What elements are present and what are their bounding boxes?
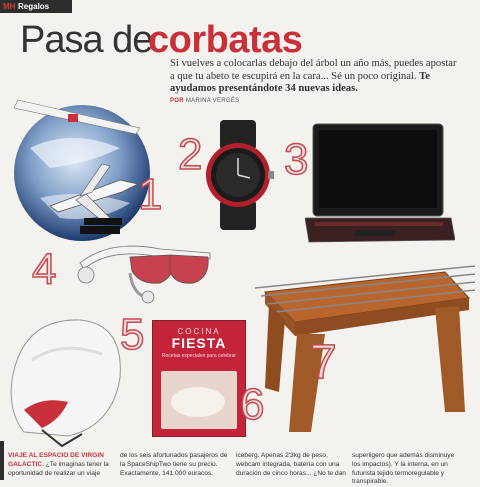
intro-text: Si vuelves a colocarlas debajo del árbol un año más, puedes apostar a que tu abeto te escupirá en la cara... Sé un poco original. (170, 58, 457, 82)
item-number-4: 4 (32, 245, 57, 294)
byline-author: MARINA VERGÉS (185, 98, 240, 104)
section-name: Regalos (18, 2, 50, 11)
text-column-1-body: ¿Te imaginas tener la oportunidad de realizar un viaje (8, 460, 109, 477)
intro-paragraph (170, 58, 460, 96)
section-mark: MH (3, 2, 16, 11)
page-title-bold: corbatas (148, 19, 303, 61)
header-strip (0, 0, 480, 14)
item-number-2: 2 (178, 130, 203, 179)
sunglasses-icon (70, 235, 220, 305)
text-column-1-head: VIAJE AL ESPACIO DE VIRGIN GALACTIC. (8, 452, 104, 468)
item-number-7: 7 (310, 336, 337, 389)
text-column-4: superligero que además disminuye los impactos). Y la interna, en un futurista tejido termoregulable y transpirable. (352, 452, 455, 486)
cookbook-cover (152, 320, 246, 437)
intro-highlight: Te ayudamos presentándote 34 nuevas ideas. (170, 70, 430, 95)
cookbook-line1: COCINA (177, 327, 221, 336)
cookbook-subtitle: Recetas especiales para celebrar (161, 353, 237, 359)
plate-icon (171, 387, 225, 417)
cookbook-photo (161, 371, 237, 429)
corner-rule (0, 441, 4, 480)
item-number-3: 3 (284, 135, 309, 184)
item-number-6: 6 (240, 380, 265, 429)
ski-helmet-icon (2, 310, 132, 450)
item-number-1: 1 (138, 170, 163, 219)
foosball-table-icon (255, 262, 475, 442)
text-column-1 (8, 452, 112, 478)
page-title-light: Pasa de (20, 19, 153, 61)
wristwatch-icon (198, 120, 278, 230)
byline-prefix: POR (170, 98, 184, 104)
cookbook-line2: FIESTA (171, 335, 227, 351)
item-number-5: 5 (120, 310, 145, 359)
text-column-2: de los seis afortunados pasajeros de la SpaceShipTwo tiene su precio. Exactamente, 141.000 euracos. (120, 452, 228, 477)
laptop-icon (305, 122, 455, 247)
byline (170, 98, 239, 104)
text-column-3: iceberg. Apenas 2'3kg de peso, webcam integrada, batería con una duración de cinco horas... ¿No te dan (236, 452, 346, 477)
